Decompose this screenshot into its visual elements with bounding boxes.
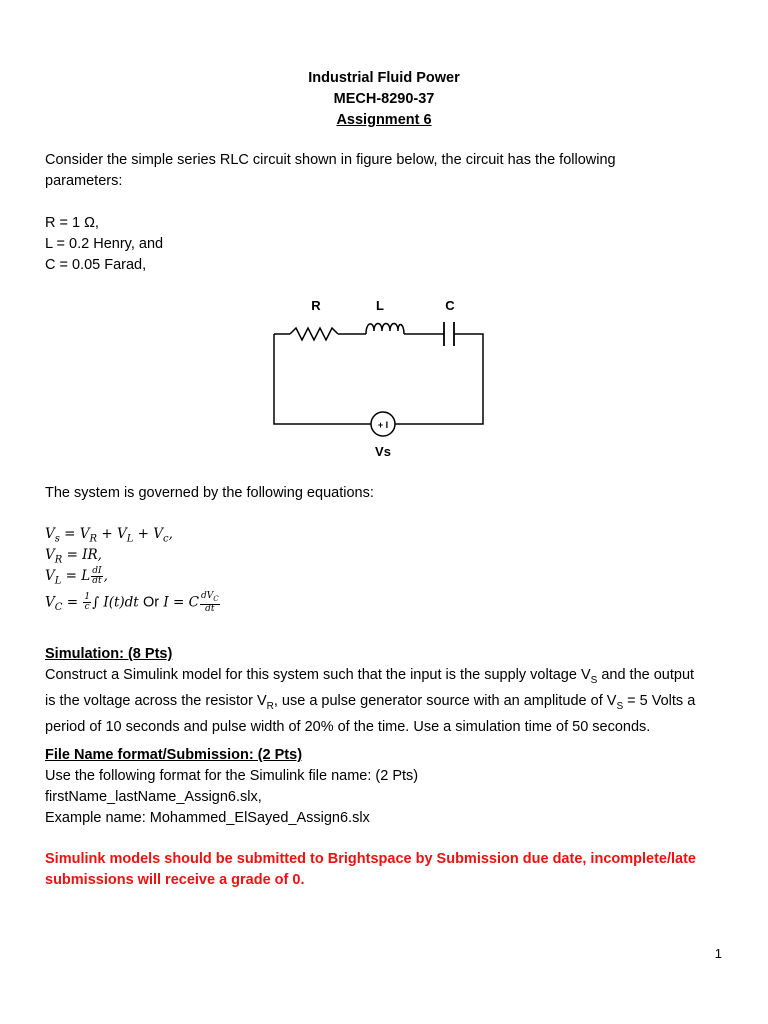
intro-paragraph: [45, 150, 725, 192]
submission-title: File Name format/Submission: (2 Pts): [45, 747, 303, 763]
simulation-title: Simulation: (8 Pts): [45, 646, 173, 662]
equation-capacitor: $V_C$ = $\frac{1}{c}$ ∫ I(t)dt Or I = C $\frac{dV_C}{dt}$: [45, 591, 219, 614]
intro-line-2: parameters:: [45, 173, 123, 189]
submission-line-3: Example name: Mohammed_ElSayed_Assign6.slx: [45, 810, 370, 826]
warning-line-1: Simulink models should be submitted to Brightspace by Submission due date, incomplete/late: [45, 851, 696, 867]
intro-line-1: Consider the simple series RLC circuit shown in figure below, the circuit has the following: [45, 152, 616, 168]
equation-inductor: $V_L = L$ $\frac{dI}{dt}$ ,: [45, 566, 108, 587]
submission-section: [45, 745, 725, 829]
equation-kvl: $V_s = V_R + V_L + V_c$,: [45, 526, 173, 545]
capacitor-label: C: [445, 298, 455, 313]
submission-line-2: firstName_lastName_Assign6.slx,: [45, 789, 262, 805]
param-c: C = 0.05 Farad,: [45, 257, 147, 273]
simulation-line-1: Construct a Simulink model for this system such that the input is the supply voltage $V_S$ and the output: [45, 667, 695, 686]
resistor-label: R: [311, 298, 321, 313]
inductor-label: L: [376, 298, 384, 313]
capacitor-symbol: [444, 322, 454, 346]
late-submission-warning: [45, 849, 725, 891]
equations-intro: [45, 483, 725, 504]
resistor-symbol: [290, 328, 338, 340]
equations-intro-text: The system is governed by the following equations:: [45, 485, 374, 501]
param-r: R = 1 Ω,: [45, 215, 99, 231]
source-polarity-text: + I: [377, 420, 389, 430]
course-title: Industrial Fluid Power: [308, 70, 460, 86]
document-header: [0, 68, 768, 131]
warning-line-2: submissions will receive a grade of 0.: [45, 872, 305, 888]
or-text: Or: [143, 594, 160, 611]
voltage-source-symbol: [371, 412, 395, 436]
course-code: MECH-8290-37: [333, 91, 435, 107]
param-l: L = 0.2 Henry, and: [45, 236, 164, 252]
circuit-wires: [274, 334, 483, 424]
simulation-line-3: period of 10 seconds and pulse width of 20% of the time. Use a simulation time of 50 seconds.: [45, 718, 651, 735]
inductor-symbol: [366, 324, 404, 335]
assignment-title: Assignment 6: [336, 112, 432, 128]
page-number: 1: [714, 946, 722, 961]
source-label: Vs: [375, 444, 391, 459]
equation-resistor: $V_R$ = IR,: [45, 547, 102, 566]
rlc-circuit-diagram: [262, 294, 502, 460]
parameter-list: [45, 213, 725, 276]
simulation-section: [45, 644, 725, 738]
submission-line-1: Use the following format for the Simulink file name: (2 Pts): [45, 768, 419, 784]
simulation-line-2: is the voltage across the resistor $V_R$, use a pulse generator source with an amplitude of $V_S = 5$ Volts a: [45, 692, 696, 712]
equations-block: [45, 524, 725, 618]
